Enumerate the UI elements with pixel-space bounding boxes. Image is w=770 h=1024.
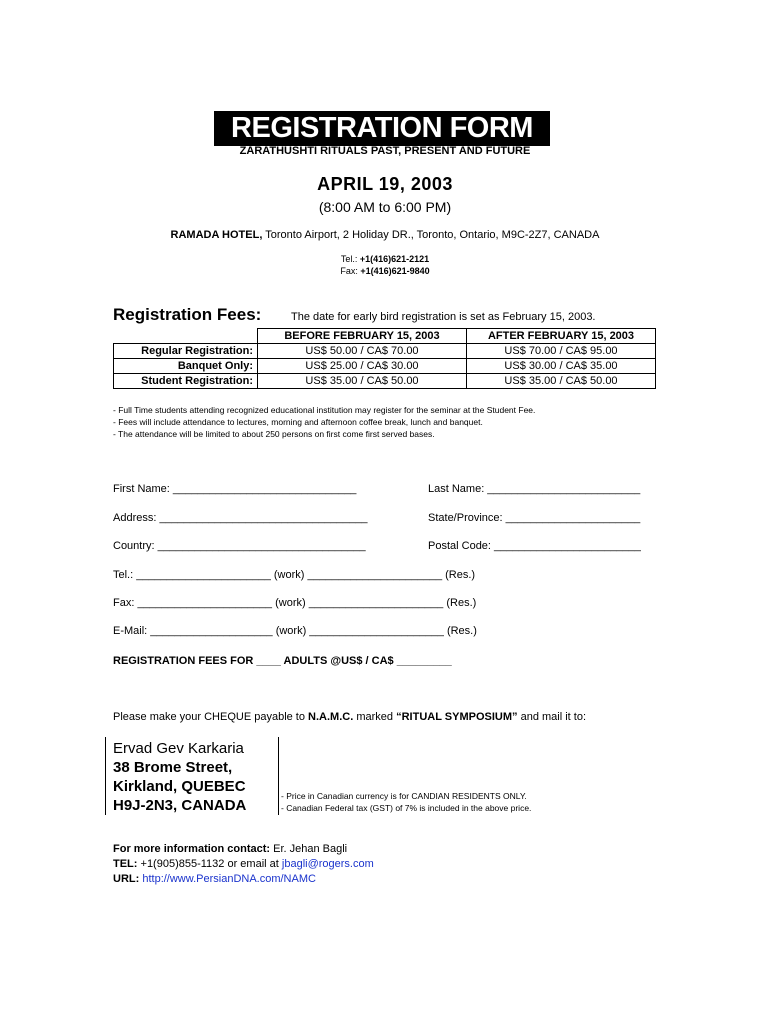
address-line-2: Kirkland, QUEBEC [113, 778, 246, 795]
tel-field[interactable]: Tel.: ______________________ (work) ______________________ (Res.) [113, 569, 476, 581]
postal-code-field[interactable]: Postal Code: ________________________ [428, 540, 641, 552]
fees-note-includes: - Fees will include attendance to lectures, morning and afternoon coffee break, lunch and banquet. [113, 417, 483, 427]
address-field[interactable]: Address: __________________________________ [113, 512, 368, 524]
price-note-gst: - Canadian Federal tax (GST) of 7% is included in the above price. [281, 803, 532, 813]
last-name-field[interactable]: Last Name: _________________________ [428, 483, 641, 495]
venue-tel-label: Tel.: [340, 254, 358, 264]
venue-fax [0, 266, 770, 276]
fax-field[interactable]: Fax: ______________________ (work) ______________________ (Res.) [113, 597, 477, 609]
fees-row-label: Student Registration: [114, 374, 258, 389]
info-contact-label: For more information contact: [113, 843, 271, 855]
event-date: APRIL 19, 2003 [317, 174, 453, 194]
fees-header-blank [114, 329, 258, 344]
fees-after-value: US$ 70.00 / CA$ 95.00 [467, 344, 656, 359]
fees-row-label: Banquet Only: [114, 359, 258, 374]
venue-name: RAMADA HOTEL, [170, 229, 263, 241]
fees-after-value: US$ 30.00 / CA$ 35.00 [467, 359, 656, 374]
form-subtitle: ZARATHUSHTI RITUALS PAST, PRESENT AND FUTURE [239, 145, 531, 157]
cheque-marked: “RITUAL SYMPOSIUM” [396, 711, 518, 723]
cheque-middle: marked [356, 711, 394, 723]
venue-fax-label: Fax: [340, 266, 358, 276]
fees-row-banquet [114, 359, 656, 374]
venue [0, 229, 770, 241]
address-name: Ervad Gev Karkaria [113, 740, 244, 757]
cheque-suffix: and mail it to: [520, 711, 586, 723]
cheque-instructions [113, 711, 586, 723]
early-bird-note: The date for early bird registration is set as February 15, 2003. [291, 311, 596, 323]
cheque-payee: N.A.M.C. [308, 711, 354, 723]
fees-row-regular [114, 344, 656, 359]
registration-fees-line[interactable]: REGISTRATION FEES FOR ____ ADULTS @US$ / CA$ _________ [113, 655, 452, 667]
mailing-address [105, 737, 279, 815]
address-line-1: 38 Brome Street, [113, 759, 233, 776]
fees-note-limit: - The attendance will be limited to about 250 persons on first come first served bases. [113, 429, 435, 439]
fees-before-value: US$ 25.00 / CA$ 30.00 [258, 359, 467, 374]
fees-row-student [114, 374, 656, 389]
info-contact-name: Er. Jehan Bagli [273, 843, 348, 855]
venue-tel [0, 254, 770, 264]
venue-fax-value: +1(416)621-9840 [360, 266, 430, 276]
state-field[interactable]: State/Province: ______________________ [428, 512, 641, 524]
address-line-3: H9J-2N3, CANADA [113, 797, 247, 814]
venue-tel-value: +1(416)621-2121 [359, 254, 430, 264]
info-tel-text: +1(905)855-1132 or email at [140, 858, 279, 870]
info-contact [113, 843, 347, 855]
fees-before-value: US$ 35.00 / CA$ 50.00 [258, 374, 467, 389]
country-field[interactable]: Country: __________________________________ [113, 540, 366, 552]
fees-before-value: US$ 50.00 / CA$ 70.00 [258, 344, 467, 359]
website-link[interactable]: http://www.PersianDNA.com/NAMC [142, 873, 316, 885]
form-title: REGISTRATION FORM [214, 111, 550, 146]
first-name-field[interactable]: First Name: ______________________________ [113, 483, 357, 495]
fees-table-header [114, 329, 656, 344]
email-field[interactable]: E-Mail: ____________________ (work) ______________________ (Res.) [113, 625, 477, 637]
fees-note-students: - Full Time students attending recognized educational institution may register for the seminar at the Student Fee. [113, 405, 536, 415]
fees-row-label: Regular Registration: [114, 344, 258, 359]
cheque-prefix: Please make your CHEQUE payable to [113, 711, 305, 723]
info-tel-label: TEL: [113, 858, 138, 870]
fees-column-before: BEFORE FEBRUARY 15, 2003 [258, 329, 467, 344]
price-note-residents: - Price in Canadian currency is for CANDIAN RESIDENTS ONLY. [281, 791, 527, 801]
fees-table [113, 328, 656, 389]
fees-after-value: US$ 35.00 / CA$ 50.00 [467, 374, 656, 389]
venue-address: Toronto Airport, 2 Holiday DR., Toronto, Ontario, M9C-2Z7, CANADA [265, 229, 600, 241]
email-link[interactable]: jbagli@rogers.com [281, 858, 374, 870]
fees-column-after: AFTER FEBRUARY 15, 2003 [467, 329, 656, 344]
event-time: (8:00 AM to 6:00 PM) [318, 199, 452, 215]
info-url [113, 873, 316, 885]
fees-heading: Registration Fees: [113, 305, 262, 324]
info-tel [113, 858, 374, 870]
info-url-label: URL: [113, 873, 140, 885]
